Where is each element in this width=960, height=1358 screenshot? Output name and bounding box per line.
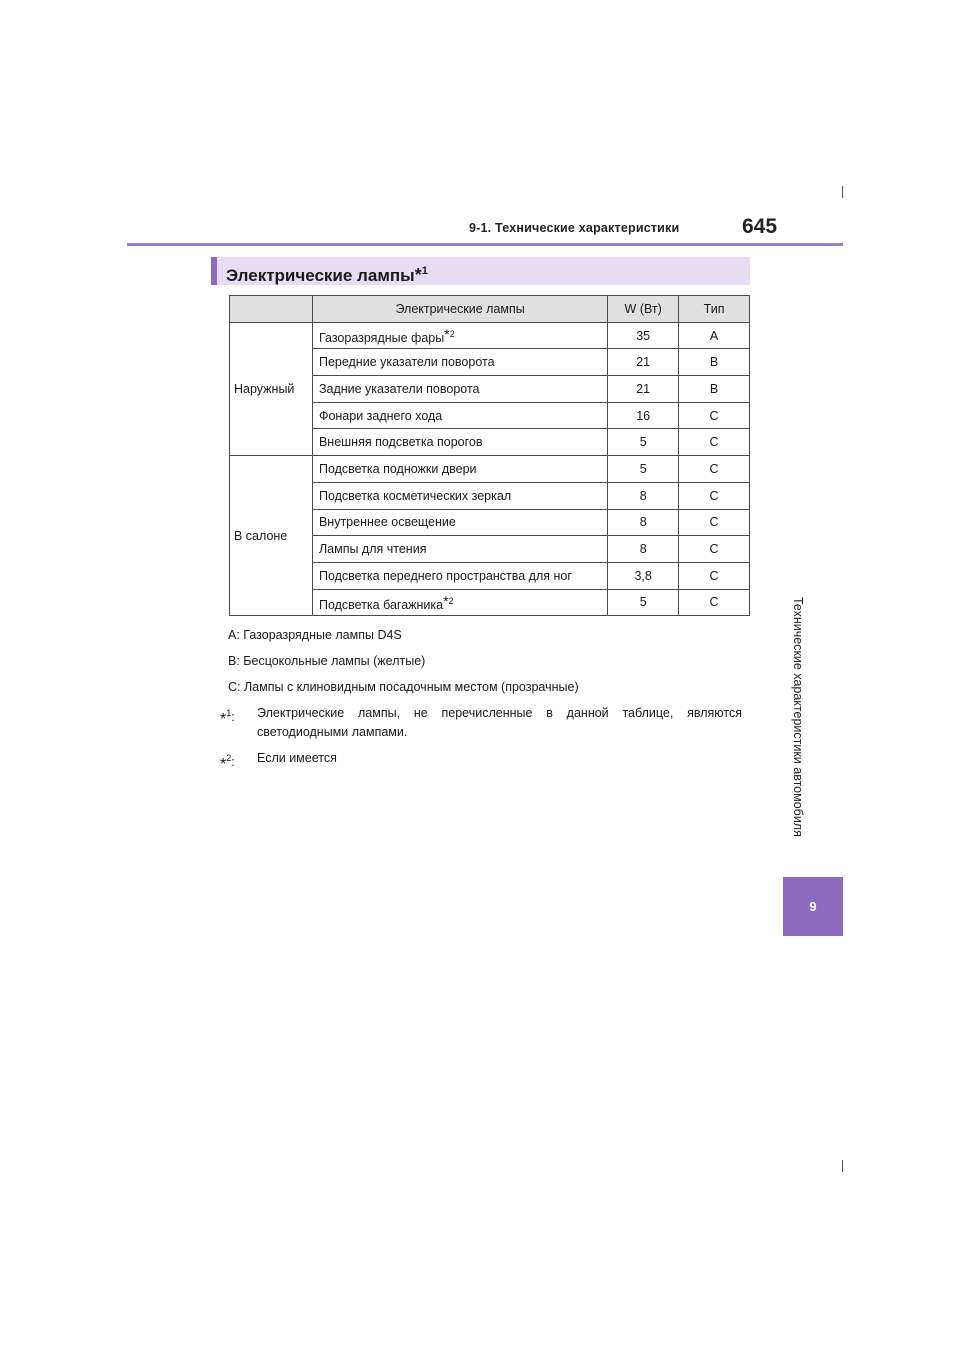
wattage-cell: 5 bbox=[608, 456, 679, 483]
column-header-type: Тип bbox=[679, 296, 750, 323]
footnote-asterisk: * bbox=[443, 592, 449, 609]
wattage-cell: 8 bbox=[608, 536, 679, 563]
footnote-ref: 2 bbox=[448, 595, 454, 606]
wattage-cell: 3,8 bbox=[608, 562, 679, 589]
bulb-table bbox=[229, 295, 750, 616]
type-cell: C bbox=[679, 402, 750, 429]
footnote-text: Электрические лампы, не перечисленные в данной таблице, являются светодиодными лампами. bbox=[257, 706, 742, 739]
column-header-lamp: Электрические лампы bbox=[312, 296, 607, 323]
running-header-section: 9-1. Технические характеристики bbox=[469, 221, 680, 235]
page-number: 645 bbox=[742, 215, 778, 238]
type-cell: C bbox=[679, 456, 750, 483]
legend-type-c: C: Лампы с клиновидным посадочным местом (прозрачные) bbox=[228, 680, 579, 694]
type-cell: C bbox=[679, 536, 750, 563]
chapter-tab bbox=[783, 877, 843, 936]
wattage-cell: 35 bbox=[608, 322, 679, 349]
section-title bbox=[211, 257, 750, 285]
lamp-name-cell: Подсветка багажника*$^2$ bbox=[312, 589, 607, 616]
table-row bbox=[230, 456, 750, 483]
wattage-cell: 8 bbox=[608, 482, 679, 509]
lamp-name-cell: Внутреннее освещение bbox=[312, 509, 607, 536]
table-row bbox=[230, 322, 750, 349]
type-cell: C bbox=[679, 562, 750, 589]
footnote-marker: *$^1$: bbox=[220, 708, 235, 728]
group-label-exterior: Наружный bbox=[230, 322, 313, 455]
header-divider bbox=[127, 243, 843, 246]
wattage-cell: 16 bbox=[608, 402, 679, 429]
section-title-footnote-ref: 1 bbox=[421, 265, 428, 277]
lamp-name-cell: Подсветка косметических зеркал bbox=[312, 482, 607, 509]
type-cell: B bbox=[679, 376, 750, 403]
column-header-group bbox=[230, 296, 313, 323]
legend-type-b: B: Бесцокольные лампы (желтые) bbox=[228, 654, 426, 668]
wattage-cell: 21 bbox=[608, 376, 679, 403]
group-label-interior: В салоне bbox=[230, 456, 313, 616]
type-cell: A bbox=[679, 322, 750, 349]
footnote-asterisk: * bbox=[444, 326, 450, 343]
section-title-text: Электрические лампы bbox=[226, 266, 415, 285]
lamp-name-cell: Внешняя подсветка порогов bbox=[312, 429, 607, 456]
footnote-text: Если имеется bbox=[257, 751, 337, 765]
column-header-wattage: W (Вт) bbox=[608, 296, 679, 323]
lamp-name-cell: Задние указатели поворота bbox=[312, 376, 607, 403]
footnote-ref: 2 bbox=[449, 329, 455, 340]
wattage-cell: 5 bbox=[608, 589, 679, 616]
type-cell: C bbox=[679, 509, 750, 536]
lamp-name-cell: Газоразрядные фары*$^2$ bbox=[312, 322, 607, 349]
type-cell: B bbox=[679, 349, 750, 376]
notes-block bbox=[220, 626, 742, 775]
legend-type-a: A: Газоразрядные лампы D4S bbox=[228, 628, 402, 642]
footnote-1 bbox=[220, 704, 742, 742]
crop-mark-top bbox=[842, 186, 843, 198]
lamp-name-cell: Передние указатели поворота bbox=[312, 349, 607, 376]
wattage-cell: 8 bbox=[608, 509, 679, 536]
crop-mark-bottom bbox=[842, 1160, 843, 1172]
lamp-name-cell: Подсветка подножки двери bbox=[312, 456, 607, 483]
lamp-name-cell: Подсветка переднего пространства для ног bbox=[312, 562, 607, 589]
type-cell: C bbox=[679, 429, 750, 456]
footnote-asterisk: * bbox=[414, 265, 422, 285]
side-chapter-label: Технические характеристики автомобиля bbox=[791, 597, 805, 837]
wattage-cell: 21 bbox=[608, 349, 679, 376]
type-cell: C bbox=[679, 482, 750, 509]
wattage-cell: 5 bbox=[608, 429, 679, 456]
lamp-name-cell: Фонари заднего хода bbox=[312, 402, 607, 429]
footnote-2 bbox=[220, 749, 742, 773]
footnote-marker: *$^2$: bbox=[220, 753, 235, 773]
table-header-row bbox=[230, 296, 750, 323]
chapter-number: 9 bbox=[809, 899, 817, 914]
lamp-name-cell: Лампы для чтения bbox=[312, 536, 607, 563]
type-cell: C bbox=[679, 589, 750, 616]
